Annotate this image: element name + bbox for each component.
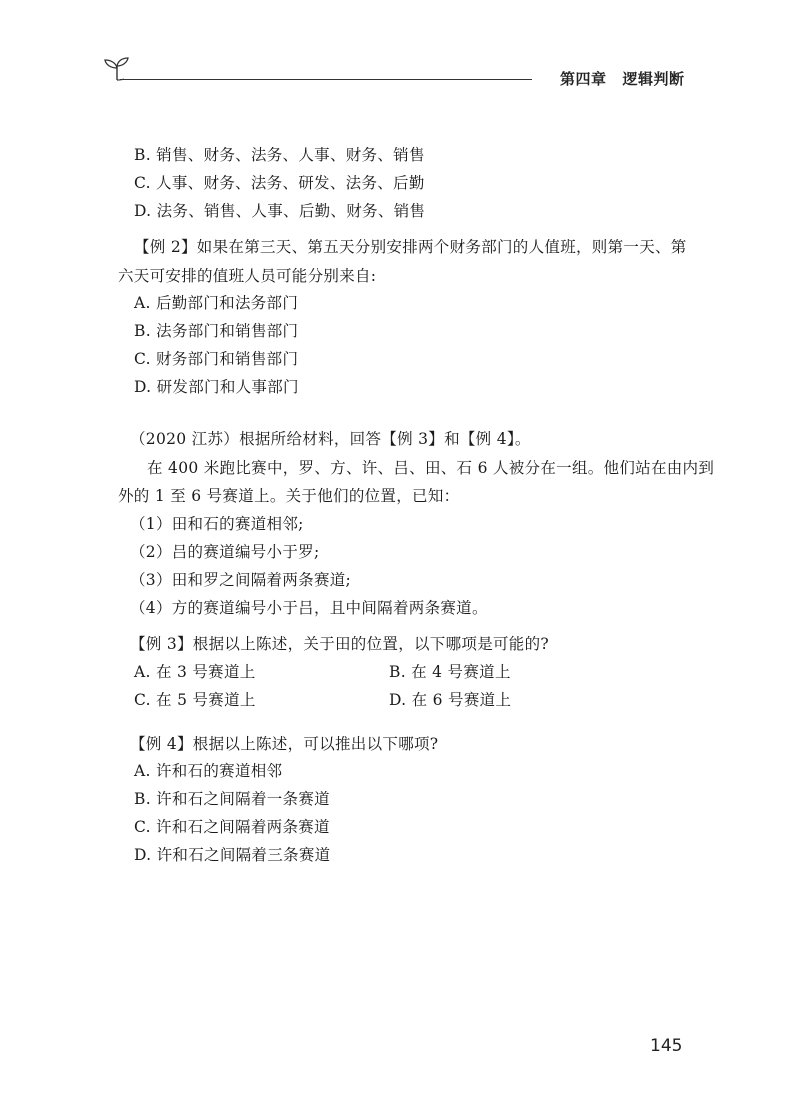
example-3-question: 【例 3】根据以上陈述，关于田的位置，以下哪项是可能的? [130,635,550,653]
option-c-ex1: C. 人事、财务、法务、研发、法务、后勤 [134,174,425,192]
example-2-option-a: A. 后勤部门和法务部门 [134,294,299,312]
example-2-question-line2: 六天可安排的值班人员可能分别来自: [118,267,377,285]
condition-1: （1）田和石的赛道相邻; [130,515,304,533]
example-3-option-a: A. 在 3 号赛道上 [134,663,256,681]
chapter-number: 第四章 [560,70,607,88]
condition-3: （3）田和罗之间隔着两条赛道; [130,571,352,589]
material-paragraph-line2: 外的 1 至 6 号赛道上。关于他们的位置，已知： [118,487,460,505]
example-4-option-a: A. 许和石的赛道相邻 [134,762,283,780]
example-4-option-c: C. 许和石之间隔着两条赛道 [134,818,330,836]
example-3-option-b: B. 在 4 号赛道上 [389,663,511,681]
example-4-option-d: D. 许和石之间隔着三条赛道 [134,846,331,864]
option-b-ex1: B. 销售、财务、法务、人事、财务、销售 [134,146,425,164]
example-2-option-b: B. 法务部门和销售部门 [134,322,299,340]
material-intro: （2020 江苏）根据所给材料，回答【例 3】和【例 4】。 [130,430,531,448]
example-4-option-b: B. 许和石之间隔着一条赛道 [134,790,330,808]
example-2-option-c: C. 财务部门和销售部门 [134,350,299,368]
chapter-heading [560,68,685,89]
option-d-ex1: D. 法务、销售、人事、后勤、财务、销售 [134,202,426,220]
chapter-title: 逻辑判断 [622,70,685,88]
example-3-option-d: D. 在 6 号赛道上 [389,691,512,709]
condition-2: （2）吕的赛道编号小于罗; [130,543,320,561]
page-header [0,0,800,100]
material-paragraph-line1: 在 400 米跑比赛中，罗、方、许、吕、田、石 6 人被分在一组。他们站在由内到 [147,459,715,477]
example-2-question-line1: 【例 2】如果在第三天、第五天分别安排两个财务部门的人值班，则第一天、第 [134,238,687,256]
example-3-option-c: C. 在 5 号赛道上 [134,691,256,709]
header-rule [120,79,532,80]
example-2-option-d: D. 研发部门和人事部门 [134,378,299,396]
page-number: 145 [650,1036,683,1056]
condition-4: （4）方的赛道编号小于吕，且中间隔着两条赛道。 [130,599,488,617]
example-4-question: 【例 4】根据以上陈述，可以推出以下哪项? [130,735,439,753]
